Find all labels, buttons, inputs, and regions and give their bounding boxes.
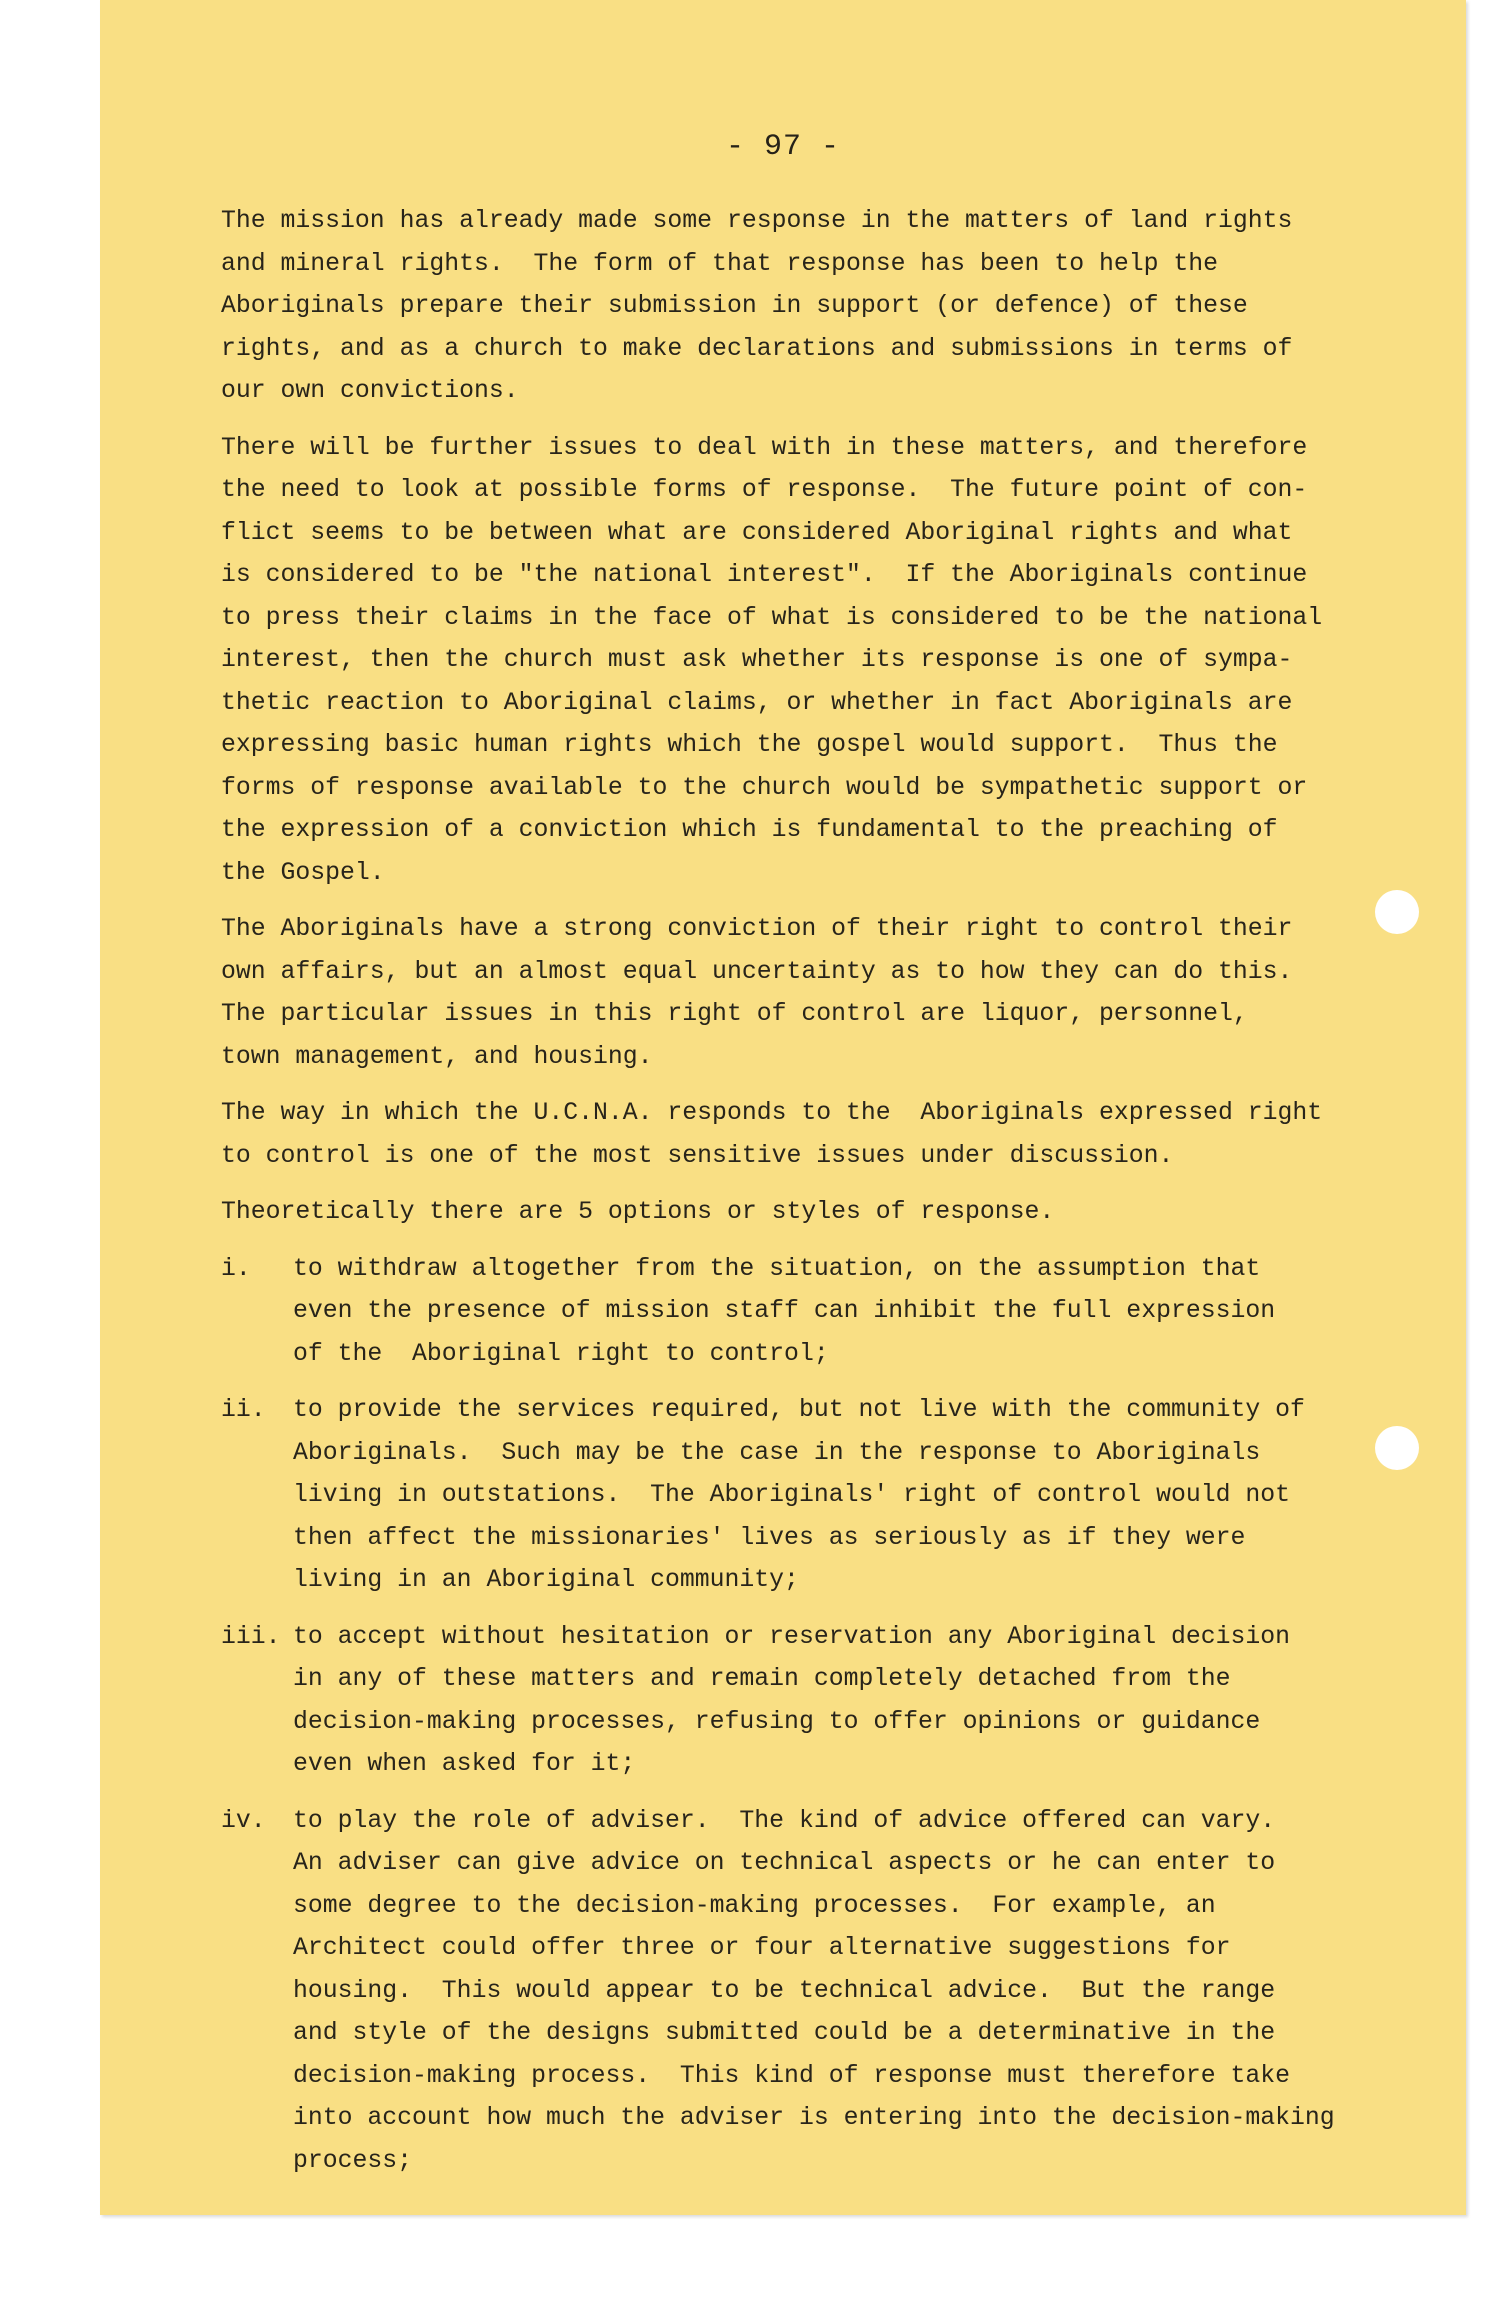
text-line: then affect the missionaries' lives as seriously as if they were bbox=[293, 1523, 1246, 1552]
text-line: interest, then the church must ask whether its response is one of sympa- bbox=[221, 646, 1293, 674]
text-line: The Aboriginals have a strong conviction of their right to control their bbox=[221, 915, 1293, 943]
text-line: Architect could offer three or four alternative suggestions for bbox=[293, 1934, 1231, 1962]
text-line: the expression of a conviction which is fundamental to the preaching of bbox=[221, 816, 1278, 844]
text-line: decision-making processes, refusing to offer opinions or guidance bbox=[293, 1707, 1261, 1736]
text-line: living in outstations. The Aboriginals' right of control would not bbox=[293, 1481, 1290, 1509]
text-line: some degree to the decision-making processes. For example, an bbox=[293, 1891, 1216, 1920]
text-line: to withdraw altogether from the situation, on the assumption that bbox=[293, 1254, 1261, 1283]
text-line: decision-making process. This kind of response must therefore take bbox=[293, 2061, 1290, 2090]
text-line: to provide the services required, but not live with the community of bbox=[293, 1396, 1305, 1424]
option-item bbox=[221, 1389, 1366, 1602]
text-line: forms of response available to the church would be sympathetic support or bbox=[221, 773, 1308, 802]
text-line: to press their claims in the face of what is considered to be the national bbox=[221, 603, 1323, 632]
option-item bbox=[221, 1800, 1366, 2183]
text-line: our own convictions. bbox=[221, 377, 519, 405]
text-line: The particular issues in this right of control are liquor, personnel, bbox=[221, 1000, 1248, 1028]
paragraph bbox=[221, 1092, 1366, 1177]
option-number: ii. bbox=[221, 1396, 266, 1424]
text-line: Aboriginals prepare their submission in support (or defence) of these bbox=[221, 292, 1248, 320]
option-item bbox=[221, 1616, 1366, 1786]
option-item bbox=[221, 1248, 1366, 1376]
text-line: the need to look at possible forms of response. The future point of con- bbox=[221, 476, 1308, 504]
text-line: flict seems to be between what are considered Aboriginal rights and what bbox=[221, 518, 1293, 547]
text-line: housing. This would appear to be technical advice. But the range bbox=[293, 1976, 1276, 2005]
text-line: An adviser can give advice on technical aspects or he can enter to bbox=[293, 1849, 1276, 1877]
text-line: process; bbox=[293, 2146, 413, 2175]
option-number: i. bbox=[221, 1254, 251, 1283]
paragraph bbox=[221, 908, 1366, 1078]
paragraph bbox=[221, 1191, 1366, 1234]
text-line: to control is one of the most sensitive issues under discussion. bbox=[221, 1141, 1174, 1170]
text-line: The mission has already made some response in the matters of land rights bbox=[221, 207, 1293, 235]
option-text bbox=[293, 1389, 1366, 1602]
text-line: Theoretically there are 5 options or styles of response. bbox=[221, 1198, 1055, 1226]
text-line: to play the role of adviser. The kind of advice offered can vary. bbox=[293, 1806, 1276, 1835]
paragraph bbox=[221, 427, 1366, 895]
text-line: is considered to be "the national interest". If the Aboriginals continue bbox=[221, 561, 1308, 589]
options-list bbox=[221, 1248, 1366, 2183]
text-line: The way in which the U.C.N.A. responds to the Aboriginals expressed right bbox=[221, 1099, 1323, 1127]
text-line: Aboriginals. Such may be the case in the response to Aboriginals bbox=[293, 1438, 1261, 1467]
text-line: and style of the designs submitted could be a determinative in the bbox=[293, 2019, 1276, 2047]
punch-hole-upper bbox=[1375, 890, 1419, 934]
document-body bbox=[221, 200, 1366, 2196]
paragraph bbox=[221, 200, 1366, 413]
text-line: to accept without hesitation or reservation any Aboriginal decision bbox=[293, 1622, 1290, 1651]
text-line: own affairs, but an almost equal uncertainty as to how they can do this. bbox=[221, 957, 1293, 986]
paragraphs bbox=[221, 200, 1366, 1234]
text-line: the Gospel. bbox=[221, 858, 385, 887]
option-number: iii. bbox=[221, 1622, 281, 1651]
punch-hole-lower bbox=[1375, 1426, 1419, 1470]
text-line: even when asked for it; bbox=[293, 1750, 636, 1778]
text-line: and mineral rights. The form of that response has been to help the bbox=[221, 249, 1218, 278]
text-line: town management, and housing. bbox=[221, 1042, 653, 1071]
text-line: There will be further issues to deal with in these matters, and therefore bbox=[221, 433, 1308, 462]
option-text bbox=[293, 1800, 1366, 2183]
option-number: iv. bbox=[221, 1806, 266, 1835]
text-line: in any of these matters and remain completely detached from the bbox=[293, 1665, 1231, 1693]
option-text bbox=[293, 1616, 1366, 1786]
option-text bbox=[293, 1248, 1366, 1376]
text-line: expressing basic human rights which the gospel would support. Thus the bbox=[221, 731, 1278, 759]
text-line: thetic reaction to Aboriginal claims, or whether in fact Aboriginals are bbox=[221, 688, 1293, 717]
text-line: living in an Aboriginal community; bbox=[293, 1566, 799, 1594]
page-number: - 97 - bbox=[725, 130, 841, 164]
typed-page bbox=[100, 0, 1466, 2215]
text-line: rights, and as a church to make declarations and submissions in terms of bbox=[221, 334, 1293, 363]
text-line: into account how much the adviser is entering into the decision-making bbox=[293, 2104, 1335, 2132]
text-line: of the Aboriginal right to control; bbox=[293, 1339, 829, 1368]
text-line: even the presence of mission staff can inhibit the full expression bbox=[293, 1297, 1276, 1325]
